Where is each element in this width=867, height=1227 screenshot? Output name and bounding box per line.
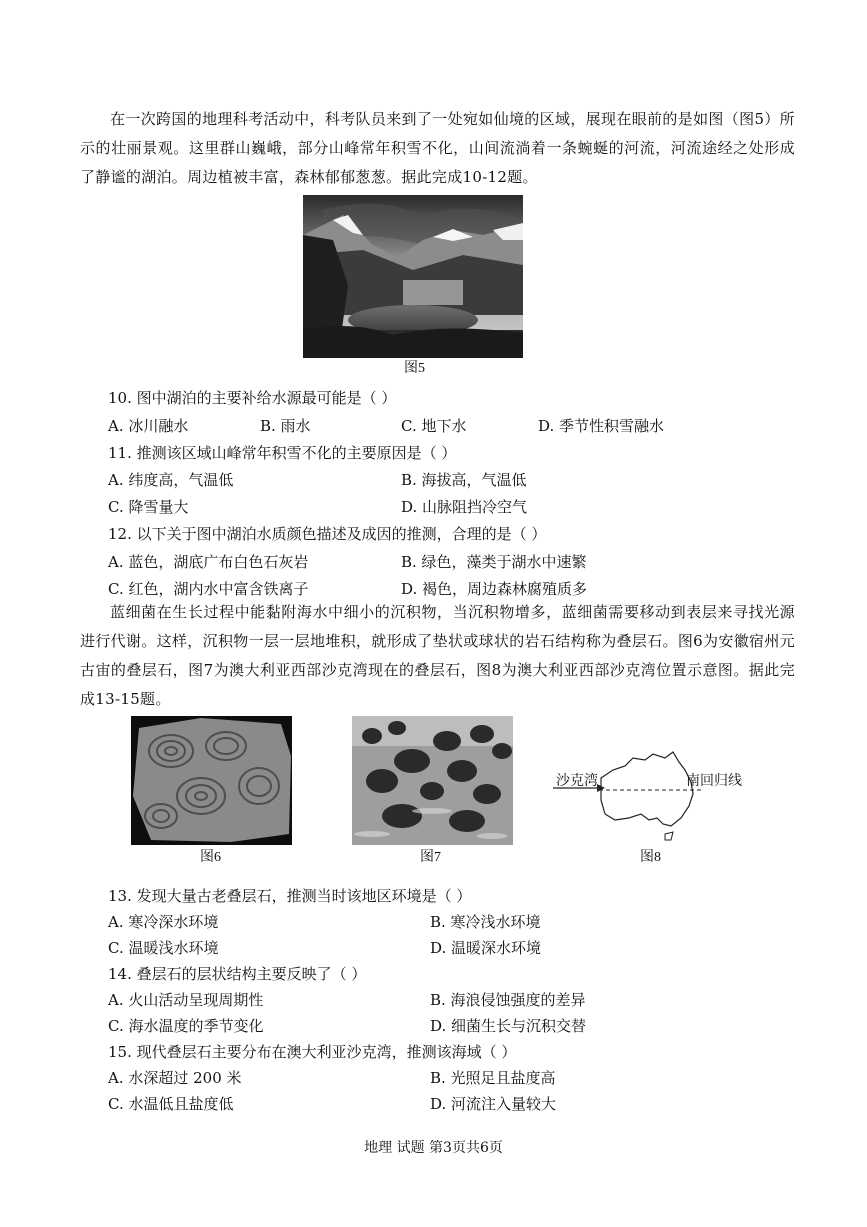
q11-option-a: A. 纬度高，气温低 — [108, 471, 234, 489]
q12-option-b: B. 绿色，藻类于湖水中速繁 — [401, 553, 587, 571]
q13-option-d: D. 温暖深水环境 — [430, 939, 542, 957]
q11-option-d: D. 山脉阻挡冷空气 — [401, 498, 528, 516]
q12-option-a: A. 蓝色，湖底广布白色石灰岩 — [108, 553, 309, 571]
q10-option-c: C. 地下水 — [401, 417, 467, 435]
q14-option-a: A. 火山活动呈现周期性 — [108, 991, 264, 1009]
q14-option-d: D. 细菌生长与沉积交替 — [430, 1017, 587, 1035]
q15-option-b: B. 光照足且盐度高 — [430, 1069, 556, 1087]
figure-8-label-tropic: 南回归线 — [686, 774, 742, 789]
figure-5-caption: 图5 — [404, 361, 425, 376]
figure-6-photo — [131, 716, 292, 845]
q10-option-d: D. 季节性积雪融水 — [538, 417, 665, 435]
q14-option-b: B. 海浪侵蚀强度的差异 — [430, 991, 586, 1009]
q12-option-c: C. 红色，湖内水中富含铁离子 — [108, 580, 309, 598]
question-15-stem: 15. 现代叠层石主要分布在澳大利亚沙克湾，推测该海域（ ） — [108, 1043, 517, 1061]
q11-option-b: B. 海拔高，气温低 — [401, 471, 527, 489]
q13-option-c: C. 温暖浅水环境 — [108, 939, 219, 957]
q11-option-c: C. 降雪量大 — [108, 498, 189, 516]
question-13-stem: 13. 发现大量古老叠层石，推测当时该地区环境是（ ） — [108, 887, 472, 905]
question-11-stem: 11. 推测该区域山峰常年积雪不化的主要原因是（ ） — [108, 444, 457, 462]
q15-option-c: C. 水温低且盐度低 — [108, 1095, 234, 1113]
figure-7-photo — [352, 716, 513, 845]
figure-7-caption: 图7 — [420, 850, 441, 865]
figure-6-caption: 图6 — [200, 850, 221, 865]
question-12-stem: 12. 以下关于图中湖泊水质颜色描述及成因的推测，合理的是（ ） — [108, 525, 547, 543]
q13-option-a: A. 寒冷深水环境 — [108, 913, 219, 931]
figure-8-caption: 图8 — [640, 850, 661, 865]
q13-option-b: B. 寒冷浅水环境 — [430, 913, 541, 931]
page-footer: 地理 试题 第3页共6页 — [364, 1140, 503, 1156]
q10-option-b: B. 雨水 — [260, 417, 311, 435]
figure-5-photo — [303, 195, 523, 358]
q15-option-d: D. 河流注入量较大 — [430, 1095, 557, 1113]
question-14-stem: 14. 叠层石的层状结构主要反映了（ ） — [108, 965, 367, 983]
question-10-stem: 10. 图中湖泊的主要补给水源最可能是（ ） — [108, 389, 397, 407]
q10-option-a: A. 冰川融水 — [108, 417, 189, 435]
figure-8-map — [553, 748, 753, 843]
q14-option-c: C. 海水温度的季节变化 — [108, 1017, 264, 1035]
intro-passage-2: 蓝细菌在生长过程中能黏附海水中细小的沉积物，当沉积物增多，蓝细菌需要移动到表层来寻找光源进行代谢。这样，沉积物一层一层地堆积，就形成了垫状或球状的岩石结构称为叠层石。图6为安徽宿州元古宙的叠层石，图7为澳大利亚西部沙克湾现在的叠层石，图8为澳大利亚西部沙克湾位置示意图。据此完成13-15题。 — [80, 603, 795, 708]
intro-passage-1: 在一次跨国的地理科考活动中，科考队员来到了一处宛如仙境的区域，展现在眼前的是如图（图5）所示的壮丽景观。这里群山巍峨，部分山峰常年积雪不化，山间流淌着一条蜿蜒的河流，河流途经之处形成了静谧的湖泊。周边植被丰富，森林郁郁葱葱。据此完成10-12题。 — [80, 110, 795, 186]
figure-8-label-shark-bay: 沙克湾 — [556, 774, 598, 789]
q15-option-a: A. 水深超过 200 米 — [108, 1069, 242, 1087]
q12-option-d: D. 褐色，周边森林腐殖质多 — [401, 580, 588, 598]
